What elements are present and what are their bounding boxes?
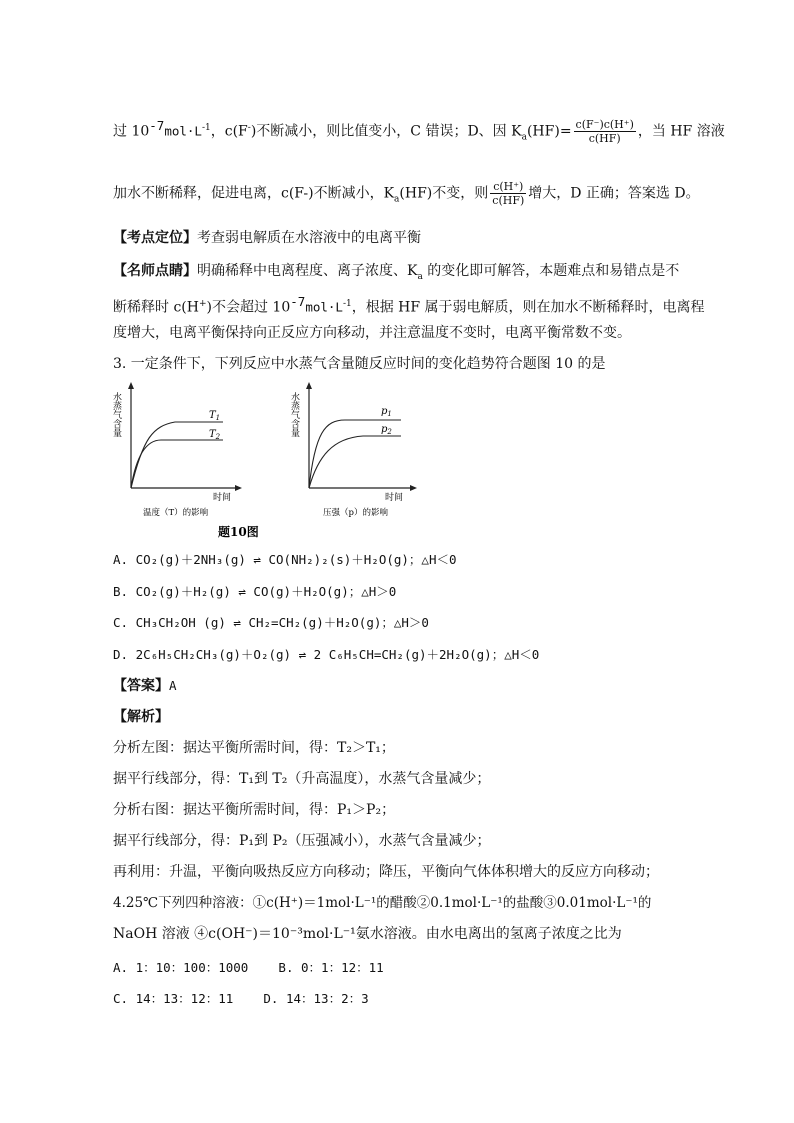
right-caption: 压强（p）的影响	[323, 508, 388, 518]
text-line-2	[113, 180, 700, 209]
mingshi-line-2	[113, 292, 705, 318]
superscript: -1	[201, 123, 211, 133]
question-4-options-cd	[113, 989, 369, 1009]
left-curve1-label: $T_1$	[209, 410, 221, 422]
text-segment: 增大，D 正确；答案选 D。	[528, 185, 700, 202]
mingshi-line-3	[113, 323, 631, 343]
subscript: a	[521, 132, 527, 143]
analysis-line	[113, 800, 395, 820]
option-c	[113, 613, 429, 633]
fraction-numerator: c(H⁺)	[490, 180, 526, 194]
text-segment: )不断减小，则比值变小，C 错误；D、因 K	[250, 123, 522, 140]
text-segment: 度增大，电离平衡保持向正反应方向移动，并注意温度不变时，电离平衡常数不变。	[113, 325, 631, 341]
right-xlabel: 时间	[385, 493, 404, 503]
text-segment: 分析右图：据达平衡所需时间，得：P₁＞P₂；	[113, 802, 396, 818]
text-segment: 4.25℃下列四种溶液：①c(H⁺)＝1mol·L⁻¹的醋酸②0.1mol·L⁻¹的盐酸③0.01mol·L⁻¹的	[113, 895, 652, 911]
analysis-line	[113, 831, 491, 851]
text-segment: 的变化即可解答，本题难点和易错点是不	[422, 263, 680, 279]
text-segment: 考查弱电解质在水溶液中的电离平衡	[197, 230, 421, 246]
text-segment: C. CH₃CH₂OH (g) ⇌ CH₂=CH₂(g)＋H₂O(g)；△H＞0	[113, 615, 429, 630]
section-label: 【解析】	[113, 709, 169, 725]
text-segment: (HF)不变，则	[399, 185, 489, 202]
text-segment: )不会超过 10	[206, 299, 291, 316]
left-plot	[111, 382, 242, 518]
text-segment: 断稀释时 c(H	[113, 299, 199, 316]
text-segment: 分析左图：据达平衡所需时间，得：T₂＞T₁；	[113, 740, 395, 756]
superscript: -7	[149, 118, 165, 133]
text-segment: 据平行线部分，得：T₁到 T₂（升高温度），水蒸气含量减少；	[113, 771, 491, 787]
answer-line	[113, 676, 177, 696]
text-segment: ，当 HF 溶液	[637, 123, 725, 140]
text-segment: D. 2C₆H₅CH₂CH₃(g)＋O₂(g) ⇌ 2 C₆H₅CH=CH₂(g)＋2H₂O(g)；△H＜0	[113, 647, 540, 662]
text-segment: B. CO₂(g)＋H₂(g) ⇌ CO(g)＋H₂O(g)；△H＞0	[113, 584, 397, 599]
fraction-denominator: c(HF)	[588, 132, 621, 146]
analysis-line	[113, 862, 659, 882]
ratio-fraction	[490, 180, 526, 207]
left-curve2-label: $T_2$	[209, 429, 221, 441]
right-curve1-label: $p_1$	[381, 406, 392, 418]
question-4-options-ab	[113, 958, 384, 978]
subscript: a	[394, 194, 400, 205]
option-b	[113, 582, 396, 602]
question-4-stem-1	[113, 893, 651, 913]
answer-value: A	[169, 678, 177, 693]
option-d	[113, 645, 539, 665]
superscript: -	[247, 123, 251, 133]
right-plot	[289, 382, 417, 518]
analysis-line	[113, 769, 490, 789]
question-3-stem	[113, 354, 606, 374]
figure-title: 题10图	[218, 525, 259, 539]
text-line-1	[113, 116, 725, 147]
section-label: 【考点定位】	[113, 230, 197, 246]
text-segment: NaOH 溶液 ④c(OH⁻)＝10⁻³mol·L⁻¹氨水溶液。由水电离出的氢离子浓度之比为	[113, 926, 622, 942]
text-segment: mol·L	[164, 123, 202, 139]
text-segment: ，c(F	[210, 123, 248, 140]
text-segment: A. CO₂(g)＋2NH₃(g) ⇌ CO(NH₂)₂(s)＋H₂O(g)；△H＜0	[113, 552, 457, 567]
text-segment: 再利用：升温，平衡向吸热反应方向移动；降压，平衡向气体体积增大的反应方向移动；	[113, 864, 659, 880]
question-4-stem-2	[113, 924, 622, 944]
left-xlabel: 时间	[213, 493, 232, 503]
ka-fraction	[574, 118, 636, 145]
text-segment: 明确稀释中电离程度、离子浓度、K	[197, 263, 418, 279]
superscript: -7	[290, 294, 306, 309]
fraction-denominator: c(HF)	[492, 194, 525, 207]
text-segment: ，根据 HF 属于弱电解质，则在加水不断稀释时，电离程	[351, 299, 705, 316]
kaodian-line	[113, 228, 421, 248]
section-label: 【答案】	[113, 678, 169, 694]
left-ylabel: 水蒸气含量	[111, 392, 121, 437]
right-curve2-label: $p_2$	[381, 424, 392, 436]
text-segment: 过 10	[113, 123, 150, 140]
analysis-line	[113, 738, 395, 758]
text-segment: 据平行线部分，得：P₁到 P₂（压强减小），水蒸气含量减少；	[113, 833, 491, 849]
text-segment: A. 1：10：100：1000 B. 0：1：12：11	[113, 960, 384, 975]
figure-10	[113, 378, 423, 543]
superscript: +	[198, 299, 207, 309]
text-segment: 3. 一定条件下，下列反应中水蒸气含量随反应时间的变化趋势符合题图 10 的是	[113, 356, 606, 372]
right-ylabel: 水蒸气含量	[289, 392, 299, 437]
fraction-numerator: c(F⁻)c(H⁺)	[575, 118, 634, 132]
superscript: -1	[342, 299, 352, 309]
left-caption: 温度（T）的影响	[143, 508, 209, 518]
subscript: a	[417, 271, 423, 282]
text-segment: 加水不断稀释，促进电离，c(F-)不断减小，K	[113, 185, 395, 202]
option-a	[113, 550, 457, 570]
mingshi-line-1	[113, 261, 679, 287]
text-segment: C. 14：13：12：11 D. 14：13：2：3	[113, 991, 369, 1006]
text-segment: mol·L	[305, 299, 343, 315]
section-label: 【名师点睛】	[113, 263, 197, 279]
jiexi-line	[113, 707, 169, 727]
text-segment: (HF)=	[526, 123, 572, 140]
